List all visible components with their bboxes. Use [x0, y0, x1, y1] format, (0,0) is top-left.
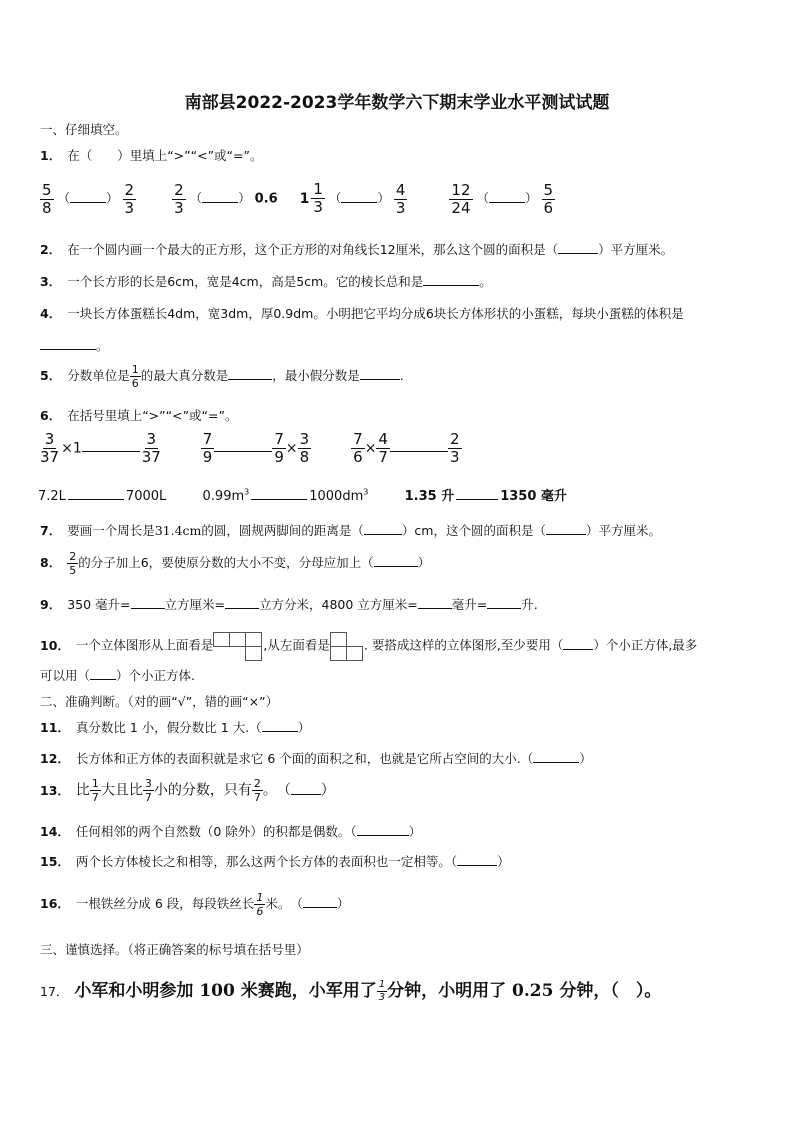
question-13: 13． 比 $\frac{1}{7}$ 大且比 $\frac{3}{7}$ 小的分数，只有 $\frac{2}{7}$ 。 （ ）: [40, 777, 335, 804]
q1-comparisons: $\frac{5}{8}$ （ ） $\frac{2}{3}$ $\frac{2}{3}$ （ ） 0.6 1 $\frac{1}{3}$ （ ） $\frac{4}{3}$ $\frac{12}{24}$ （ ） $\frac{5}{6}$: [42, 180, 554, 217]
question-3: 3． 一个长方形的长是6cm，宽是4cm，高是5cm。它的棱长总和是 。: [40, 274, 492, 289]
q6-unit-row: 7.2L 7000L $0.99m^3$ $1000dm^3$ 1.35 升 1350 毫升: [38, 487, 567, 504]
question-4-line2: 。: [40, 336, 109, 354]
section-heading-2: 二、准确判断。（对的画“√”，错的画“×”）: [40, 694, 279, 709]
fraction: $\frac{1}{6}$: [131, 363, 139, 390]
answer-blank[interactable]: [457, 853, 497, 866]
fraction: $\frac{1}{6}$: [256, 891, 264, 918]
question-10-line2: 可以用（ ）个小正方体.: [40, 668, 195, 683]
answer-blank[interactable]: [489, 190, 525, 203]
question-text: 在（ ）里填上“>”“<”或“=”。: [67, 148, 263, 163]
question-8: 8． $\frac{2}{5}$ 的分子加上6，要使原分数的大小不变，分母应加上（ ）: [40, 550, 431, 577]
question-11: 11． 真分数比 1 小，假分数比 1 大.（ ）: [40, 720, 311, 735]
answer-blank[interactable]: [418, 596, 452, 609]
question-5: 5． 分数单位是 $\frac{1}{6}$ 的最大真分数是 ，最小假分数是 .: [40, 363, 404, 390]
question-1: [40, 146, 262, 164]
answer-blank[interactable]: [40, 337, 96, 350]
fraction: $\frac{5}{6}$: [543, 180, 554, 217]
question-15: 15． 两个长方体棱长之和相等，那么这两个长方体的表面积也一定相等。（ ）: [40, 854, 510, 869]
question-10: 10． 一个立体图形从上面看是 ,从左面看是 . 要搭成这样的立体图形,至少要用（ ）个小正方体,最多: [40, 630, 697, 662]
answer-blank[interactable]: [225, 596, 259, 609]
answer-blank[interactable]: [68, 487, 124, 500]
answer-blank[interactable]: [563, 637, 593, 650]
fraction: $\frac{2}{3}$: [124, 180, 135, 217]
question-7: 7． 要画一个周长是31.4cm的圆，圆规两脚间的距离是（ ）cm，这个圆的面积是（ ）平方厘米。: [40, 523, 661, 538]
fraction: $\frac{2}{7}$: [253, 777, 261, 804]
answer-blank[interactable]: [341, 190, 377, 203]
fraction: $\frac{3}{37}$: [40, 430, 60, 466]
fraction: $\frac{3}{8}$: [299, 430, 310, 466]
answer-blank[interactable]: [546, 522, 586, 535]
answer-blank[interactable]: [82, 439, 140, 452]
section-heading-1: 一、仔细填空。: [40, 122, 128, 137]
answer-blank[interactable]: [70, 190, 106, 203]
question-4: 4． 一块长方体蛋糕长4dm，宽3dm，厚0.9dm。小明把它平均分成6块长方体形状的小蛋糕，每块小蛋糕的体积是: [40, 306, 684, 321]
q6-fraction-row: $\frac{3}{37}$ ×1 $\frac{3}{37}$ $\frac{7}{9}$ $\frac{7}{9}$ × $\frac{3}{8}$ $\frac{7}{6}$ × $\frac{4}{7}$ $\frac{2}{3}$: [40, 430, 460, 466]
answer-blank[interactable]: [533, 750, 579, 763]
fraction: $\frac{5}{8}$: [42, 180, 52, 217]
fraction: $\frac{7}{9}$: [274, 430, 284, 466]
decimal-value: 0.6: [254, 191, 278, 207]
answer-blank[interactable]: [228, 367, 272, 380]
answer-blank[interactable]: [423, 273, 479, 286]
fraction: $\frac{2}{3}$: [449, 430, 460, 466]
fraction: $\frac{7}{6}$: [353, 430, 363, 466]
question-9: 9． 350 毫升= 立方厘米= 立方分米，4800 立方厘米= 毫升= 升.: [40, 597, 538, 612]
fraction: $\frac{4}{7}$: [378, 430, 388, 466]
top-view-diagram: [213, 630, 263, 662]
answer-blank[interactable]: [90, 667, 116, 680]
answer-blank[interactable]: [291, 782, 321, 795]
answer-blank[interactable]: [251, 487, 307, 500]
answer-blank[interactable]: [364, 522, 402, 535]
answer-blank[interactable]: [131, 596, 165, 609]
answer-blank[interactable]: [558, 241, 598, 254]
section-heading-3: 三、谨慎选择。（将正确答案的标号填在括号里）: [40, 942, 309, 957]
fraction: $\frac{3}{37}$: [141, 430, 161, 466]
question-17: 17． 小军和小明参加 100 米赛跑，小军用了 $\frac{1}{3}$ 分钟，小明用了 0.25 分钟，（ ）。: [40, 979, 662, 1003]
answer-blank[interactable]: [202, 190, 238, 203]
fraction: $\frac{1}{7}$: [91, 777, 99, 804]
question-2: 2． 在一个圆内画一个最大的正方形，这个正方形的对角线长12厘米，那么这个圆的面积是（ ）平方厘米。: [40, 242, 674, 257]
question-number: 1．: [40, 148, 62, 163]
answer-blank[interactable]: [487, 596, 521, 609]
fraction: $\frac{7}{9}$: [202, 430, 213, 466]
answer-blank[interactable]: [390, 439, 448, 452]
answer-blank[interactable]: [357, 823, 409, 836]
question-12: 12． 长方体和正方体的表面积就是求它 6 个面的面积之和，也就是它所占空间的大小.（ ）: [40, 751, 592, 766]
fraction: $\frac{2}{5}$: [69, 550, 77, 577]
fraction: $\frac{4}{3}$: [395, 180, 406, 217]
left-view-diagram: [330, 630, 364, 662]
mixed-number: 1 $\frac{1}{3}$: [299, 180, 323, 216]
question-16: 16． 一根铁丝分成 6 段，每段铁丝长 $\frac{1}{6}$ 米。 （ ）: [40, 891, 350, 918]
fraction: $\frac{3}{7}$: [144, 777, 152, 804]
answer-blank[interactable]: [303, 895, 337, 908]
answer-blank[interactable]: [456, 487, 498, 500]
question-6: 6． 在括号里填上“>”“<”或“=”。: [40, 408, 238, 423]
question-14: 14． 任何相邻的两个自然数（0 除外）的积都是偶数。（ ）: [40, 824, 422, 839]
fraction: $\frac{2}{3}$: [174, 180, 184, 217]
answer-blank[interactable]: [360, 367, 400, 380]
answer-blank[interactable]: [374, 554, 418, 567]
fraction: $\frac{12}{24}$: [451, 180, 471, 217]
page-title: 南部县2022-2023学年数学六下期末学业水平测试试题: [184, 93, 610, 113]
answer-blank[interactable]: [214, 439, 272, 452]
answer-blank[interactable]: [262, 719, 298, 732]
fraction: $\frac{1}{3}$: [378, 979, 386, 1003]
